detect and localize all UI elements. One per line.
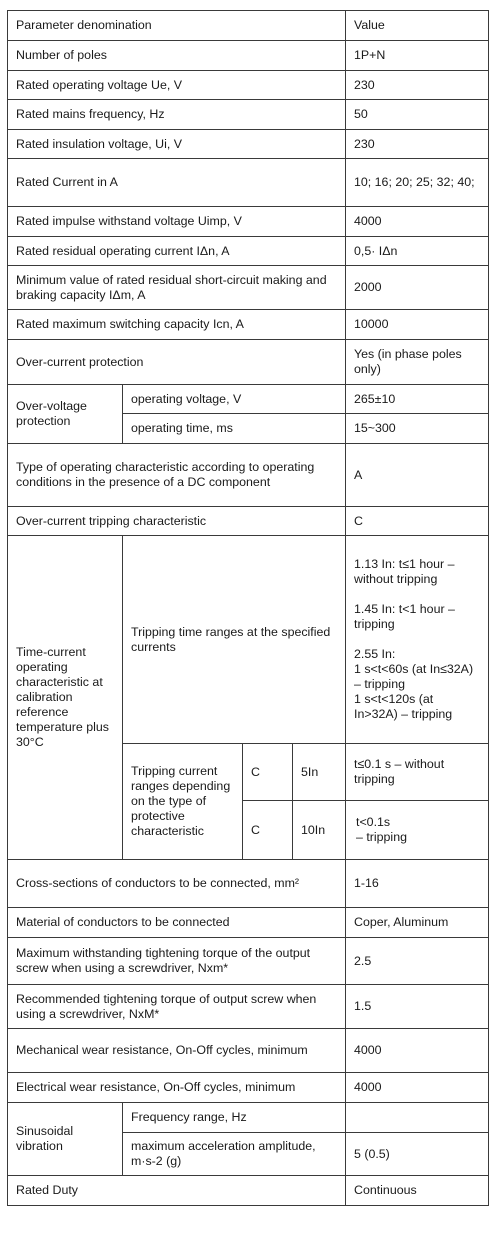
row-label: Rated Current in A [8, 159, 346, 207]
table-row [8, 159, 489, 207]
row-value: Coper, Aluminum [346, 908, 489, 938]
table-row [8, 71, 489, 100]
rated-duty-value: Continuous [346, 1176, 489, 1206]
table-row [8, 207, 489, 237]
row-value: 2.5 [346, 938, 489, 985]
row-value: C [346, 507, 489, 536]
header-value: Value [346, 11, 489, 41]
overvoltage-label: Over-voltage protection [8, 385, 123, 444]
table-row [8, 1029, 489, 1073]
row-label: Cross-sections of conductors to be connected, mm² [8, 860, 346, 908]
table-row [8, 237, 489, 266]
row-value: 10000 [346, 310, 489, 340]
acceleration-label: maximum acceleration amplitude, m·s-2 (g) [123, 1133, 346, 1176]
tripping-current-value-line-1: t<0.1s [356, 815, 391, 829]
table-row [8, 938, 489, 985]
time-current-label: Time-current operating characteristic at calibration reference temperature plus 30°C [8, 536, 123, 860]
row-value: 230 [346, 130, 489, 159]
row-label: Electrical wear resistance, On-Off cycles, minimum [8, 1073, 346, 1103]
table-row [8, 507, 489, 536]
table-row [8, 130, 489, 159]
overvoltage-time-label: operating time, ms [123, 414, 346, 444]
header-row [8, 11, 489, 41]
overvoltage-voltage-value: 265±10 [346, 385, 489, 414]
header-parameter: Parameter denomination [8, 11, 346, 41]
tripping-time-ranges-label: Tripping time ranges at the specified currents [123, 536, 346, 744]
row-label: Rated maximum switching capacity Icn, A [8, 310, 346, 340]
range-3-line-1: 1 s<t<60s (at In≤32A) – tripping [354, 662, 474, 691]
table-row [8, 310, 489, 340]
row-label: Type of operating characteristic according to operating conditions in the presence of a DC component [8, 444, 346, 507]
row-value: 1.5 [346, 985, 489, 1029]
range-3-line-2: 1 s<t<120s (at In>32A) – tripping [354, 692, 453, 721]
row-label: Material of conductors to be connected [8, 908, 346, 938]
table-row [8, 340, 489, 385]
row-label: Recommended tightening torque of output screw when using a screwdriver, NxM* [8, 985, 346, 1029]
table-row [8, 444, 489, 507]
vibration-label: Sinusoidal vibration [8, 1103, 123, 1176]
row-value: 0,5· IΔn [346, 237, 489, 266]
table-row [8, 1073, 489, 1103]
table-row [8, 1176, 489, 1206]
row-value: 1-16 [346, 860, 489, 908]
tripping-current-value: t≤0.1 s – without tripping [346, 744, 489, 801]
vibration-row [8, 1103, 489, 1133]
row-label: Rated operating voltage Ue, V [8, 71, 346, 100]
table-row [8, 266, 489, 310]
row-label: Maximum withstanding tightening torque of the output screw when using a screwdriver, Nxm* [8, 938, 346, 985]
tripping-current-value-line-2: – tripping [356, 830, 407, 844]
row-label: Over-current protection [8, 340, 346, 385]
row-label: Rated mains frequency, Hz [8, 100, 346, 130]
overvoltage-time-value: 15~300 [346, 414, 489, 444]
row-value: 10; 16; 20; 25; 32; 40; [346, 159, 489, 207]
row-label: Rated impulse withstand voltage Uimp, V [8, 207, 346, 237]
specification-table [7, 10, 489, 1206]
row-value: 4000 [346, 1029, 489, 1073]
row-value: 4000 [346, 207, 489, 237]
acceleration-value: 5 (0.5) [346, 1133, 489, 1176]
row-label: Rated insulation voltage, Ui, V [8, 130, 346, 159]
rated-duty-label: Rated Duty [8, 1176, 346, 1206]
row-label: Mechanical wear resistance, On-Off cycles, minimum [8, 1029, 346, 1073]
table-row [8, 100, 489, 130]
row-value: 1P+N [346, 41, 489, 71]
frequency-range-value [346, 1103, 489, 1133]
current-multiple: 5In [293, 744, 346, 801]
row-label: Over-current tripping characteristic [8, 507, 346, 536]
table-row [8, 41, 489, 71]
overvoltage-row [8, 385, 489, 414]
row-value: 50 [346, 100, 489, 130]
range-3-head: 2.55 In: [354, 647, 396, 661]
table-row [8, 985, 489, 1029]
tripping-time-ranges-value [346, 536, 489, 744]
row-value: A [346, 444, 489, 507]
tripping-current-ranges-label: Tripping current ranges depending on the type of protective characteristic [123, 744, 243, 860]
row-label: Minimum value of rated residual short-circuit making and braking capacity IΔm, A [8, 266, 346, 310]
tripping-current-value [346, 801, 489, 860]
current-multiple: 10In [293, 801, 346, 860]
range-2: 1.45 In: t<1 hour – tripping [354, 602, 455, 631]
characteristic-type: C [243, 744, 293, 801]
time-current-row [8, 536, 489, 744]
characteristic-type: C [243, 801, 293, 860]
frequency-range-label: Frequency range, Hz [123, 1103, 346, 1133]
row-label: Rated residual operating current IΔn, A [8, 237, 346, 266]
row-label: Number of poles [8, 41, 346, 71]
row-value: 2000 [346, 266, 489, 310]
table-row [8, 860, 489, 908]
range-1: 1.13 In: t≤1 hour – without tripping [354, 557, 455, 586]
table-row [8, 908, 489, 938]
overvoltage-voltage-label: operating voltage, V [123, 385, 346, 414]
row-value: Yes (in phase poles only) [346, 340, 489, 385]
row-value: 4000 [346, 1073, 489, 1103]
row-value: 230 [346, 71, 489, 100]
